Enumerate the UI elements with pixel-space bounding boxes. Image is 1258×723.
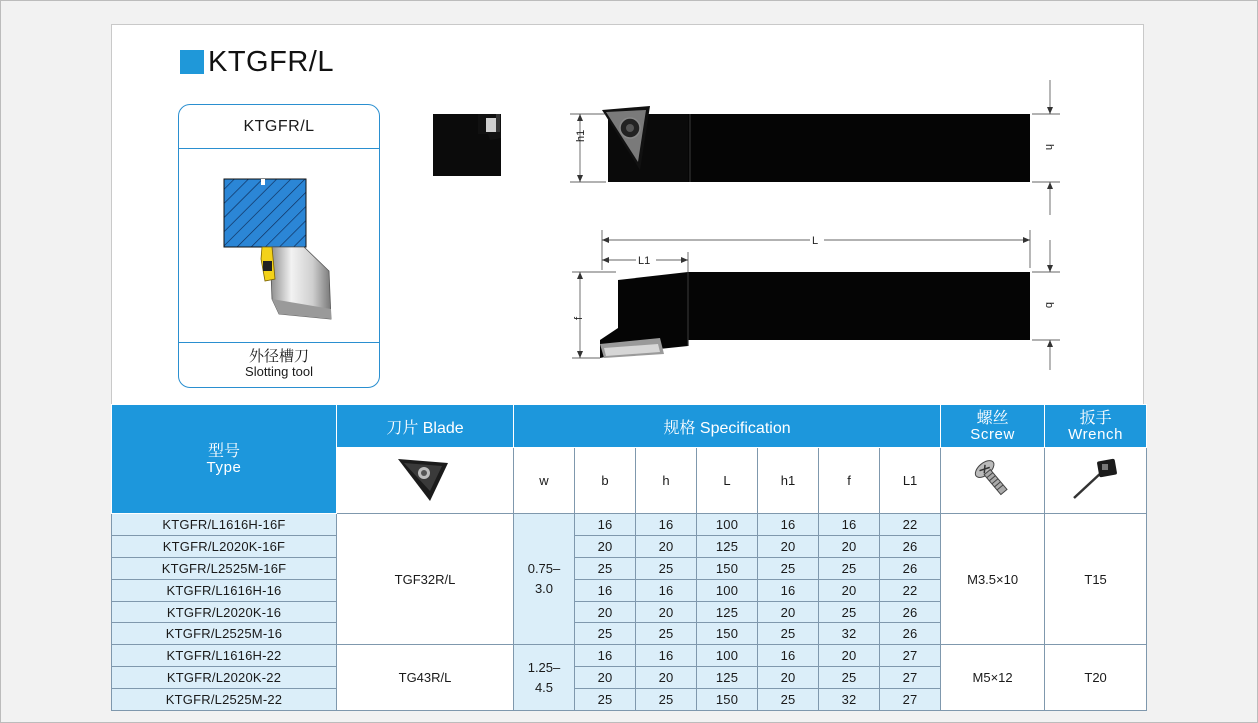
header-type: [112, 405, 337, 514]
value-b: 16: [575, 579, 636, 601]
value-b: 20: [575, 535, 636, 557]
value-h1: 25: [758, 557, 819, 579]
holder-end-view: [430, 110, 510, 180]
value-h: 20: [636, 535, 697, 557]
spec-col-b: b: [575, 448, 636, 514]
value-h: 20: [636, 667, 697, 689]
spec-col-h: h: [636, 448, 697, 514]
value-b: 20: [575, 667, 636, 689]
value-L1: 27: [880, 645, 941, 667]
value-f: 32: [819, 689, 880, 711]
w-range-end: 4.5: [534, 679, 554, 695]
value-L1: 22: [880, 514, 941, 536]
card-header: KTGFR/L: [179, 105, 379, 149]
value-h: 25: [636, 623, 697, 645]
type-cell: KTGFR/L2525M-16: [112, 623, 337, 645]
table-row: [112, 645, 1147, 667]
type-cell: KTGFR/L2020K-16F: [112, 535, 337, 557]
card-footer-en: Slotting tool: [245, 364, 313, 379]
value-h1: 20: [758, 667, 819, 689]
value-f: 20: [819, 535, 880, 557]
value-h1: 25: [758, 689, 819, 711]
dim-label-h1: h1: [575, 129, 587, 142]
value-L: 150: [697, 557, 758, 579]
dim-label-b: b: [1043, 302, 1055, 309]
spec-col-w: w: [514, 448, 575, 514]
w-range-start: 0.75–: [527, 561, 561, 577]
spec-col-f: f: [819, 448, 880, 514]
spec-col-L: L: [697, 448, 758, 514]
dim-label-L: L: [812, 235, 819, 247]
value-h: 16: [636, 579, 697, 601]
header-spec: 规格 Specification: [514, 405, 941, 448]
type-cell: KTGFR/L2525M-22: [112, 689, 337, 711]
header-wrench-zh: 扳手: [1079, 409, 1112, 427]
holder-top-view: [560, 70, 1080, 390]
type-cell: KTGFR/L2525M-16F: [112, 557, 337, 579]
value-b: 20: [575, 601, 636, 623]
value-f: 16: [819, 514, 880, 536]
w-cell: [514, 645, 575, 711]
value-f: 32: [819, 623, 880, 645]
value-L: 100: [697, 514, 758, 536]
value-h: 16: [636, 514, 697, 536]
screw-icon: [968, 454, 1018, 504]
type-cell: KTGFR/L2020K-22: [112, 667, 337, 689]
spec-col-L1: L1: [880, 448, 941, 514]
value-f: 25: [819, 667, 880, 689]
value-L: 125: [697, 667, 758, 689]
value-h: 16: [636, 645, 697, 667]
value-h1: 16: [758, 645, 819, 667]
value-b: 16: [575, 645, 636, 667]
value-h1: 16: [758, 514, 819, 536]
value-b: 16: [575, 514, 636, 536]
header-screw: [941, 405, 1045, 448]
value-h1: 16: [758, 579, 819, 601]
value-L1: 26: [880, 535, 941, 557]
dim-label-f: f: [573, 316, 585, 320]
header-type-zh: 型号: [207, 442, 240, 460]
w-cell: [514, 514, 575, 645]
value-b: 25: [575, 623, 636, 645]
page-title: [180, 44, 334, 80]
spec-col-h1: h1: [758, 448, 819, 514]
value-L1: 26: [880, 623, 941, 645]
spec-table: [111, 404, 1147, 711]
dim-label-L1: L1: [638, 255, 651, 267]
screw-cell: M3.5×10: [941, 514, 1045, 645]
slotting-illustration: [179, 149, 379, 345]
value-L: 100: [697, 579, 758, 601]
w-range-end: 3.0: [534, 581, 554, 597]
value-h: 20: [636, 601, 697, 623]
blade-cell: TG43R/L: [337, 645, 514, 711]
value-b: 25: [575, 689, 636, 711]
card-footer: [179, 342, 379, 387]
value-L1: 27: [880, 689, 941, 711]
tool-card: [178, 104, 380, 388]
type-cell: KTGFR/L1616H-16: [112, 579, 337, 601]
wrench-icon: [1066, 454, 1126, 504]
value-L: 150: [697, 689, 758, 711]
screw-image-cell: [941, 448, 1045, 514]
header-type-en: Type: [206, 458, 242, 476]
value-b: 25: [575, 557, 636, 579]
header-wrench: [1045, 405, 1147, 448]
value-L: 125: [697, 535, 758, 557]
dim-label-h: h: [1043, 144, 1055, 151]
card-footer-zh: 外径槽刀: [248, 348, 309, 365]
type-cell: KTGFR/L2020K-16: [112, 601, 337, 623]
title-text: KTGFR/L: [208, 45, 334, 78]
value-L1: 26: [880, 601, 941, 623]
title-square-icon: [180, 50, 204, 74]
value-f: 25: [819, 601, 880, 623]
header-blade: 刀片 Blade: [337, 405, 514, 448]
value-f: 20: [819, 579, 880, 601]
value-h: 25: [636, 557, 697, 579]
wrench-cell: T15: [1045, 514, 1147, 645]
value-h1: 20: [758, 535, 819, 557]
header-screw-zh: 螺丝: [976, 409, 1009, 427]
value-f: 25: [819, 557, 880, 579]
value-L: 150: [697, 623, 758, 645]
wrench-cell: T20: [1045, 645, 1147, 711]
blade-cell: TGF32R/L: [337, 514, 514, 645]
wrench-image-cell: [1045, 448, 1147, 514]
blade-insert-icon: [390, 451, 460, 507]
screw-cell: M5×12: [941, 645, 1045, 711]
w-range-start: 1.25–: [527, 659, 561, 675]
value-L1: 27: [880, 667, 941, 689]
type-cell: KTGFR/L1616H-22: [112, 645, 337, 667]
value-h: 25: [636, 689, 697, 711]
blade-image-cell: [337, 448, 514, 514]
type-cell: KTGFR/L1616H-16F: [112, 514, 337, 536]
value-L: 125: [697, 601, 758, 623]
value-h1: 20: [758, 601, 819, 623]
value-L: 100: [697, 645, 758, 667]
value-L1: 26: [880, 557, 941, 579]
header-wrench-en: Wrench: [1068, 425, 1124, 443]
table-row: [112, 514, 1147, 536]
value-h1: 25: [758, 623, 819, 645]
value-L1: 22: [880, 579, 941, 601]
value-f: 20: [819, 645, 880, 667]
header-screw-en: Screw: [970, 425, 1015, 443]
